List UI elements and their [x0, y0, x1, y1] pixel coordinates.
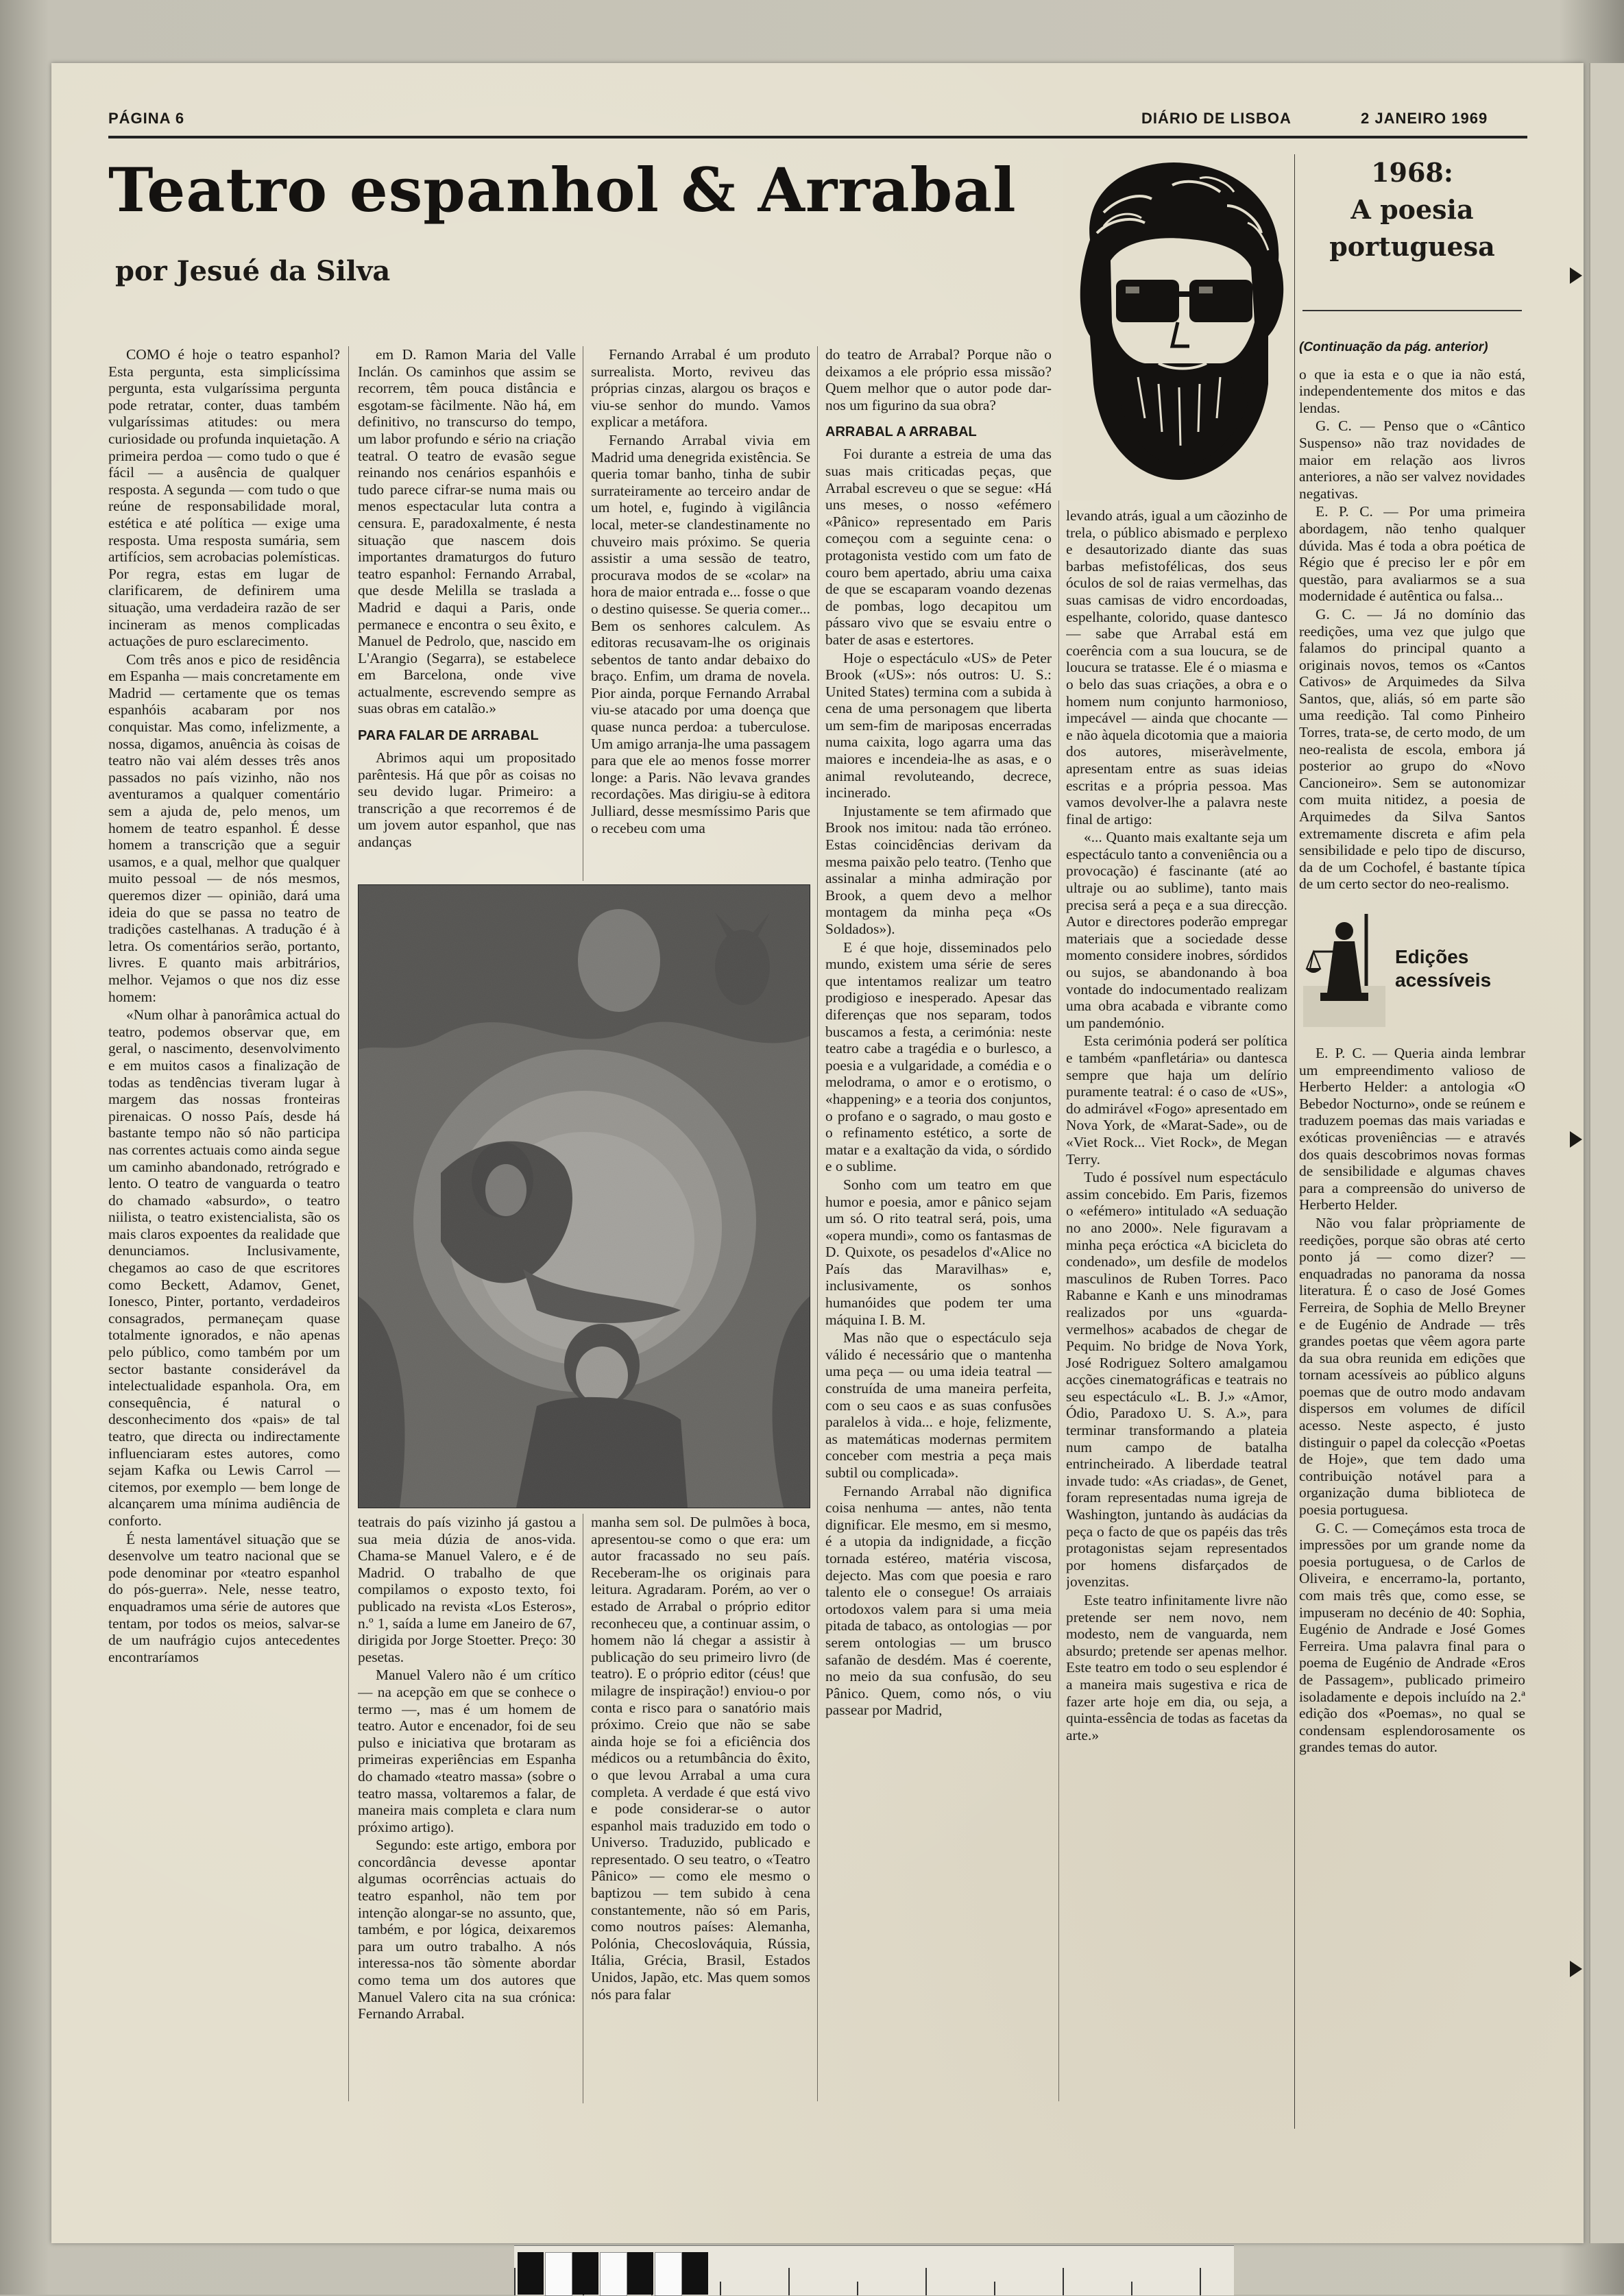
margin-arrow-icon	[1570, 1961, 1582, 1977]
article-column-5	[1066, 507, 1287, 2101]
article-column-1	[108, 346, 340, 2101]
masthead-rule	[108, 136, 1527, 138]
paragraph: teatrais do país vizinho já gastou a sua meia dúzia de anos-vida. Chama-se Manuel Valero, e é de Madrid. O trabalho de que compilamos o exposto texto, foi publicado na revista «Los Esteros», n.º 1, saída a lume em Janeiro de 67, dirigida por Jorge Stoetter. Preço: 30 pesetas.	[358, 1514, 576, 1665]
paragraph: G. C. — Já no domínio das reedições, uma vez que julgo que falamos do principal quanto a originais novos, temos os «Cantos Cativos» de Arquimedes da Silva Santos, que, aliás, só em parte são uma reedição. Tal como Pinheiro Torres, trata-se, de certo modo, de um neo-realista de escola, embora já posterior ao grupo do «Novo Cancioneiro». Sem se autonomizar com muita nitidez, a poesia de Arquimedes da Silva Santos extremamente discreta e afim pela sensibilidade e pelo tipo de discurso, da de um Cochofel, é bastante típica de um certo sector do neo-realismo.	[1299, 605, 1525, 893]
ruler-tick	[514, 2268, 516, 2295]
box-title-line: Edições	[1395, 946, 1469, 967]
paragraph: E. P. C. — Por uma primeira abordagem, não tenho qualquer dúvida. Mas é toda a obra poética de Régio que é preciso ler e pôr em questão, para avaliarmos se a sua modernidade é autêntica ou falsa...	[1299, 503, 1525, 605]
ruler-tick	[925, 2268, 927, 2295]
paragraph: Segundo: este artigo, embora por concordância devesse apontar algumas ocorrências actuais do teatro espanhol, não tem por intenção alongar-se no assunto, que, também, e por lógica, deixaremos para um outro trabalho. A nós interessa-nos tão sòmente abordar como tema um dos autores que Manuel Valero cita na sua crónica: Fernando Arrabal.	[358, 1837, 576, 2022]
subheading-arrabal: ARRABAL A ARRABAL	[825, 424, 977, 440]
article-column-2-bottom	[358, 1514, 576, 2103]
article-column-2-top	[358, 346, 576, 881]
paragraph: manha sem sol. De pulmões à boca, apresentou-se como o que era: um autor fracassado no seu país. Receberam-lhe os originais para leitura. Agradaram. Porém, ao ver o estado de Arrabal o próprio editor reconheceu que, a continuar assim, o homem não lá chegar a assistir à publicação do seu primeiro livro (de teatro). E o próprio editor (céus! que milagre de inspiração!) enviou-o por conta e risco para o sanatório mais próximo. Creio que não se sabe ainda hoje se foi a eficiência dos médicos ou a retumbância do êxito, o que levou Arrabal a uma cura completa. A verdade é que está vivo e pode considerar-se o autor espanhol mais traduzido em todo o Universo. Traduzido, publicado e representado. O seu teatro, o «Teatro Pânico» — como ele mesmo o baptizou — tem subido à cena constantemente, não só em Paris, como noutros países: Alemanha, Polónia, Checoslováquia, Rússia, Itália, Grécia, Brasil, Estados Unidos, Japão, etc. Mas quem somos nós para falar	[591, 1514, 810, 2003]
color-patch	[627, 2252, 653, 2295]
sidebar-title-line: A poesia	[1350, 194, 1474, 225]
column-rule	[817, 346, 818, 2101]
subheading-para-falar: PARA FALAR DE ARRABAL	[358, 728, 539, 744]
paragraph: G. C. — Começámos esta troca de impressões por um grande nome da poesia portuguesa, o de Carlos de Oliveira, e encerramo-la, portanto, com mais três que, como esse, se impuseram no decénio de 40: Sophia, Eugénio de Andrade e José Gomes Ferreira. Uma palavra final para o poema de Eugénio de Andrade «Eros de Passagem», publicado primeiro isoladamente e depois incluído na 2.ª edição dos «Poemas», no qual se condensam esplendorosamente os grandes temas do autor.	[1299, 1519, 1525, 1756]
color-patch	[682, 2252, 708, 2295]
sidebar-title-rule	[1302, 310, 1522, 311]
page-label: PÁGINA 6	[108, 110, 185, 127]
paragraph: o que ia esta e o que ia não está, independentemente dos mitos e das lendas.	[1299, 365, 1525, 416]
ruler-tick	[994, 2282, 995, 2295]
article-column-3-top	[591, 346, 810, 881]
paragraph: «... Quanto mais exaltante seja um espectáculo tanto a conveniência ou a provocação) é fascinante (até ao ultraje ou ao sublime), tanto mais precisa será a peça e a sua direcção. Autor e directores poderão empregar materiais que a sociedade desse momento considere inobres, sórdidos ou sujos, se abandonando à boa vontade do indocumentado realizam uma obra acabada e vibrante como um pandemónio.	[1066, 829, 1287, 1031]
color-patch	[600, 2252, 627, 2296]
sidebar-title-line: portuguesa	[1329, 231, 1495, 262]
paragraph: E é que hoje, disseminados pelo mundo, existem uma série de seres que intentamos realizar um teatro prodigioso e inesperado. Apesar das diferenças que nos separam, todos buscamos a festa, a cerimónia: neste teatro cabe a tragédia e o burlesco, a poesia e a vulgaridade, a comédia e o melodrama, o amor e o erotismo, o «happening» e a teoria dos conjuntos, o profano e o sagrado, o mau gosto e o refinamento estético, a sorte de matar e a exaltação da vida, o sórdido e o sublime.	[825, 939, 1052, 1175]
paragraph: Não vou falar pròpriamente de reedições, porque são obras até certo ponto já — como dizer? — enquadradas no panorama da nossa literatura. É o caso de José Gomes Ferreira, de Sophia de Mello Breyner e de Eugénio de Andrade — três grandes poetas que vêem agora parte da sua obra reunida em edições que tornam acessíveis ao público alguns poemas que de outro modo andavam dispersos em volumes de difícil acesso. Neste aspecto, é justo distinguir o papel da colecção «Poetas de Hoje», que tem dado uma contribuição notável para a organização duma biblioteca de poesia portuguesa.	[1299, 1214, 1525, 1519]
color-patch	[655, 2252, 682, 2296]
margin-arrow-icon	[1570, 267, 1582, 284]
paragraph: Abrimos aqui um propositado parêntesis. Há que pôr as coisas no seu devido lugar. Primeiro: a transcrição a que recorremos é de um jovem autor espanhol, que nas andanças	[358, 749, 576, 851]
theatre-photograph	[358, 884, 810, 1508]
box-title-line: acessíveis	[1395, 969, 1492, 991]
paragraph: E. P. C. — Queria ainda lembrar um empreendimento valioso de Herberto Helder: a antologia «O Bebedor Nocturno», onde se reúnem e traduzem poemas das mais variadas e exóticas proveniências — e através dos quais descobrimos novas formas de sensibilidade e algumas chaves para a compreensão do universo de Herberto Helder.	[1299, 1045, 1525, 1213]
column-rule	[1058, 500, 1059, 2101]
justice-figure-icon	[1303, 910, 1385, 1027]
color-patch	[545, 2252, 572, 2296]
paragraph: G. C. — Penso que o «Cântico Suspenso» não traz novidades de maior em relação aos livros anteriores, a não ser valvez novidades negativas.	[1299, 418, 1525, 502]
ruler-tick	[1063, 2268, 1064, 2295]
paragraph: Sonho com um teatro em que humor e poesia, amor e pânico sejam um só. O rito teatral será, pois, uma «opera mundi», como os fantasmas de D. Quixote, os pesadelos d'«Alice no País das Maravilhas» e, inclusivamente, os sonhos humanóides que podem ter uma máquina I. B. M.	[825, 1176, 1052, 1328]
issue-date: 2 JANEIRO 1969	[1361, 110, 1488, 127]
continuation-note: (Continuação da pág. anterior)	[1299, 340, 1488, 354]
paragraph: Fernando Arrabal não dignifica coisa nenhuma — antes, não tenta dignificar. Ele mesmo, em si mesmo, é a utopia da indignidade, a ficção tornada estéreo, matéria viscosa, dejecto. Mas com que poesia e raro talento ele o consegue! Os arraiais ortodoxos valem para si uma meia pitada de tabaco, as ontologias — por serem ontologias — um brusco safanão de desdém. Mas é coerente, no meio da sua confusão, do seu Pânico. Quem, como nós, o viu passear por Madrid,	[825, 1482, 1052, 1719]
paper-name: DIÁRIO DE LISBOA	[1141, 110, 1292, 127]
paragraph: Com três anos e pico de residência em Espanha — mais concretamente em Madrid — certamente que os temas espanhóis acabaram por nos conquistar. Mas como, infelizmente, a nossa, digamos, anuência às coisas de teatro não vai além desses três anos passados no país vizinho, não nos aventuramos a qualquer comentário sem a ajuda de, pelo menos, um homem de teatro espanhol. É desse homem a transcrição que a seguir usamos, e a qual, melhor que qualquer muito pessoal — de nós mesmos, queremos dizer — opinião, dará uma ideia do que se passa no teatro de tradições castelhanas. A tradução é à letra. Os comentários serão, portanto, livres. E quanto mais arbitrários, melhor. Vejamos o que nos diz esse homem:	[108, 651, 340, 1005]
paragraph: Esta cerimónia poderá ser política e também «panfletária» ou dantesca sempre que haja um delírio puramente teatral: é o caso de «US», do admirável «Fogo» apresentado em Nova York, de «Marat-Sade», ou de «Viet Rock... Viet Rock», de Megan Terry.	[1066, 1032, 1287, 1168]
paragraph: Fernando Arrabal vivia em Madrid uma denegrida existência. Se queria tomar banho, tinha de subir surrateiramente ao terceiro andar de um hotel, e, fugindo à vigilância local, meter-se clandestinamente no chuveiro mais próximo. Se queria assistir a uma sessão de teatro, procurava modos de se «colar» na hora de maior entrada e... fosse o que o destino quisesse. Se queria comer... Bem os senhores calculem. As editoras recusavam-lhe os originais sebentos de tanto andar debaixo do braço. Enfim, um drama de novela. Pior ainda, porque Fernando Arrabal viu-se atacado por uma doença que quase nunca perdoa: a tuberculose. Um amigo arranja-lhe uma passagem para que ele ao menos fosse morrer longe: a Paris. Não levava grandes recordações. Mas dirigiu-se à editora Julliard, desse mesmíssimo Paris que o recebeu com uma	[591, 431, 810, 836]
sidebar-title	[1302, 154, 1522, 265]
ruler-tick	[857, 2282, 858, 2295]
paragraph: Foi durante a estreia de uma das suas mais criticadas peças, que Arrabal escreveu o que se segue: «Há uns meses, o nosso «efémero «Pânico» representado em Paris começou com a seguinte cena: o protagonista vestido com um fato de couro bem apertado, abriu uma caixa de que se escaparam voando dezenas de pombas, logo decapitou um pássaro vivo que se esvaiu entre o bater de asas e estertores.	[825, 446, 1052, 648]
byline: por Jesué da Silva	[115, 255, 391, 287]
margin-arrow-icon	[1570, 1131, 1582, 1148]
article-column-3-bottom	[591, 1514, 810, 2103]
ruler-tick	[720, 2282, 721, 2295]
paragraph: Tudo é possível num espectáculo assim concebido. Em Paris, fizemos o «efémero» intitulado «A seduação no ano 2000». Nele figuravam a minha peça eróctica «A bicicleta do condenado», um desfile de modelos masculinos de Ruben Torres. Paco Rabanne e Kanh e uns minodramas realizados por uns «guarda-vermelhos» acabados de chegar de Pequim. No bridge de Nova York, José Rodriguez Soltero amalgamou acções cinematográficas e teatrais no seu espectáculo «L. B. J.» «Amor, Ódio, Paradoxo U. S. A.», para terminar transformando a plateia num campo de batalha entrincheirado. A liberdade teatral invade tudo: «As criadas», de Genet, foram representadas numa igreja de Washington, juntando às audácias da peça o facto de que os papéis das três protagonistas sejam representados por homens disfarçados de jovenzitas.	[1066, 1169, 1287, 1591]
paragraph: Este teatro infinitamente livre não pretende ser nem novo, nem modesto, nem de vanguarda, nem absurdo; pretende ser apenas melhor. Este teatro em todo o seu esplendor é a maneira mais sugestiva e rica de fazer arte hoje em dia, ou seja, a quinta-essência de todas as facetas da arte.»	[1066, 1592, 1287, 1743]
paragraph: Fernando Arrabal é um produto surrealista. Morto, reviveu das próprias cinzas, alargou os braços e viu-se senhor do mundo. Vamos explicar a metáfora.	[591, 346, 810, 431]
paragraph: Mas não que o espectáculo seja válido é necessário que o mantenha uma peça — ou uma ideia teatral — construída de uma maneira perfeita, com o seu caos e as suas confusões paralelos à vida... e hoje, felizmente, as matemáticas modernas permitem conceber com mestria a peça mais subtil ou complicada».	[825, 1329, 1052, 1481]
article-column-4	[825, 346, 1052, 2101]
paragraph: em D. Ramon Maria del Valle Inclán. Os caminhos que assim se recorrem, têm pouca distância e esgotam-se fàcilmente. Não há, em definitivo, no transcurso do tempo, um labor profundo e sério na criação teatral. O teatro de evasão segue reinando nos cenários espanhóis e tudo parece cifrar-se numa mais ou menos espectacular luta contra a censura. E, paradoxalmente, é nesta situação que nascem dois importantes dramaturgos do futuro teatro espanhol: Fernando Arrabal, que desde Melilla se traslada a Madrid e daqui a Paris, onde permanece e encontra o seu êxito, e Manuel de Pedrolo, que, nascido em L'Arangio (Segarra), se estabelece em Barcelona, onde vive actualmente, escrevendo sempre as suas obras em catalão.»	[358, 346, 576, 717]
sidebar-column	[1299, 339, 1525, 2101]
color-patch	[518, 2252, 544, 2295]
sidebar-rule	[1294, 154, 1295, 2129]
sidebar-title-line: 1968:	[1371, 157, 1453, 188]
paragraph: «Num olhar à panorâmica actual do teatro, podemos observar que, em geral, o nascimento, desenvolvimento e em muitos casos a finalização de todas as tendências tiveram lugar à margem das nossas fronteiras pirenaicas. O nosso País, desde há bastante tempo não só não participa nas correntes actuais como ainda segue um caminho abandonado, retrógrado e lento. O teatro de vanguarda o teatro do chamado «absurdo», o teatro niilista, o teatro existencialista, são os mais claros expoentes da realidade que denunciamos. Inclusivamente, chegamos ao caso de que escritores como Beckett, Adamov, Genet, Ionesco, Pinter, portanto, verdadeiros consagrados, permaneçam quase totalmente ignorados, e não apenas pelo público, como também por um sector bastante considerável da intelectualidade espanhola. Ora, em consequência, é natural o desconhecimento dos «pais» de tal teatro, que directa ou indirectamente influenciaram estes autores, como sejam Kafka ou Lewis Carrol — citemos, por exemplo — bem longe de alcançarem uma mínima audiência de conforto.	[108, 1006, 340, 1529]
ruler-tick	[1131, 2282, 1132, 2295]
column-rule	[348, 346, 349, 2101]
ruler-tick	[1200, 2268, 1201, 2295]
adjacent-page-edge	[1589, 63, 1624, 2243]
box-heading	[1303, 910, 1525, 1027]
ruler-tick	[788, 2268, 790, 2295]
paragraph: do teatro de Arrabal? Porque não o deixamos a ele próprio essa missão? Quem melhor que o autor pode dar-nos um figurino da sua obra?	[825, 346, 1052, 413]
paragraph: É nesta lamentável situação que se desenvolve um teatro nacional que se pode denominar por «teatro espanhol do pós-guerra». Nele, nesse teatro, enquadramos uma série de autores que tentam, por todos os meios, salvar-se de um naufrágio cujos antecedentes encontraríamos	[108, 1530, 340, 1665]
color-patch	[572, 2252, 598, 2295]
paragraph: COMO é hoje o teatro espanhol? Esta pergunta, esta simplicíssima pergunta, esta vulgaríssima pergunta pode retratar, conter, duas também vulgaríssimas atitudes: ou mera curiosidade ou profunda inquietação. A primeira perdoa — como tudo o que é fácil — a ausência de qualquer resposta. A segunda — com tudo o que reúne de responsabilidade moral, estética e até política — exige uma resposta. Uma resposta sumária, sem artifícios, sem acrobacias polemísticas. Por regra, estas em lugar de clarificarem, de definirem uma situação, uma verdadeira razão de ser incineram as menos complicadas actuações de puro esclarecimento.	[108, 346, 340, 650]
paragraph: Manuel Valero não é um crítico — na acepção em que se conhece o termo —, mas é um homem de teatro. Autor e encenador, foi de seu pulso e iniciativa que brotaram as primeiras experiências em Espanha do chamado «teatro massa» (sobre o teatro massa, voltaremos a falar, de maneira mais completa e clara num próximo artigo).	[358, 1667, 576, 1835]
paragraph: levando atrás, igual a um cãozinho de trela, o público abismado e perplexo e desautorizado diante das suas barbas mefistofélicas, dos seus óculos de sol de raias vermelhas, das suas camisas de vidro encordoadas, espelhante, colorido, quase dantesco — sabe que Arrabal está em coerência com a sua loucura, se de loucura se tratasse. Ele é o miasma e o belo das suas criações, a obra e o homem num conjunto harmonioso, impecável — ainda que chocante — e não àquela dicotomia que a maioria dos autores, miseràvelmente, apresentam entre as suas ideias escritas e a própria pessoa. Mas vamos devolver-lhe a palavra neste final de artigo:	[1066, 507, 1287, 827]
headline: Teatro espanhol & Arrabal	[108, 154, 1017, 226]
paragraph: Hoje o espectáculo «US» de Peter Brook («US»: nós outros: U. S.: United States) termina com a subida à cena de uma personagem que liberta um sem-fim de mariposas encerradas numa caixita, logo agarra uma das maiores e incendeia-lhe as asas, e o animal revoluteando, decrece, incinerado.	[825, 649, 1052, 801]
paragraph: Injustamente se tem afirmado que Brook nos imitou: nada tão erróneo. Estas coincidências derivam da mesma paixão pelo teatro. (Tenho que assinalar a minha admiração por Brook, a quem devo a melhor montagem da minha peça «Os Soldados»).	[825, 802, 1052, 937]
arrabal-portrait-illustration	[1063, 158, 1296, 500]
